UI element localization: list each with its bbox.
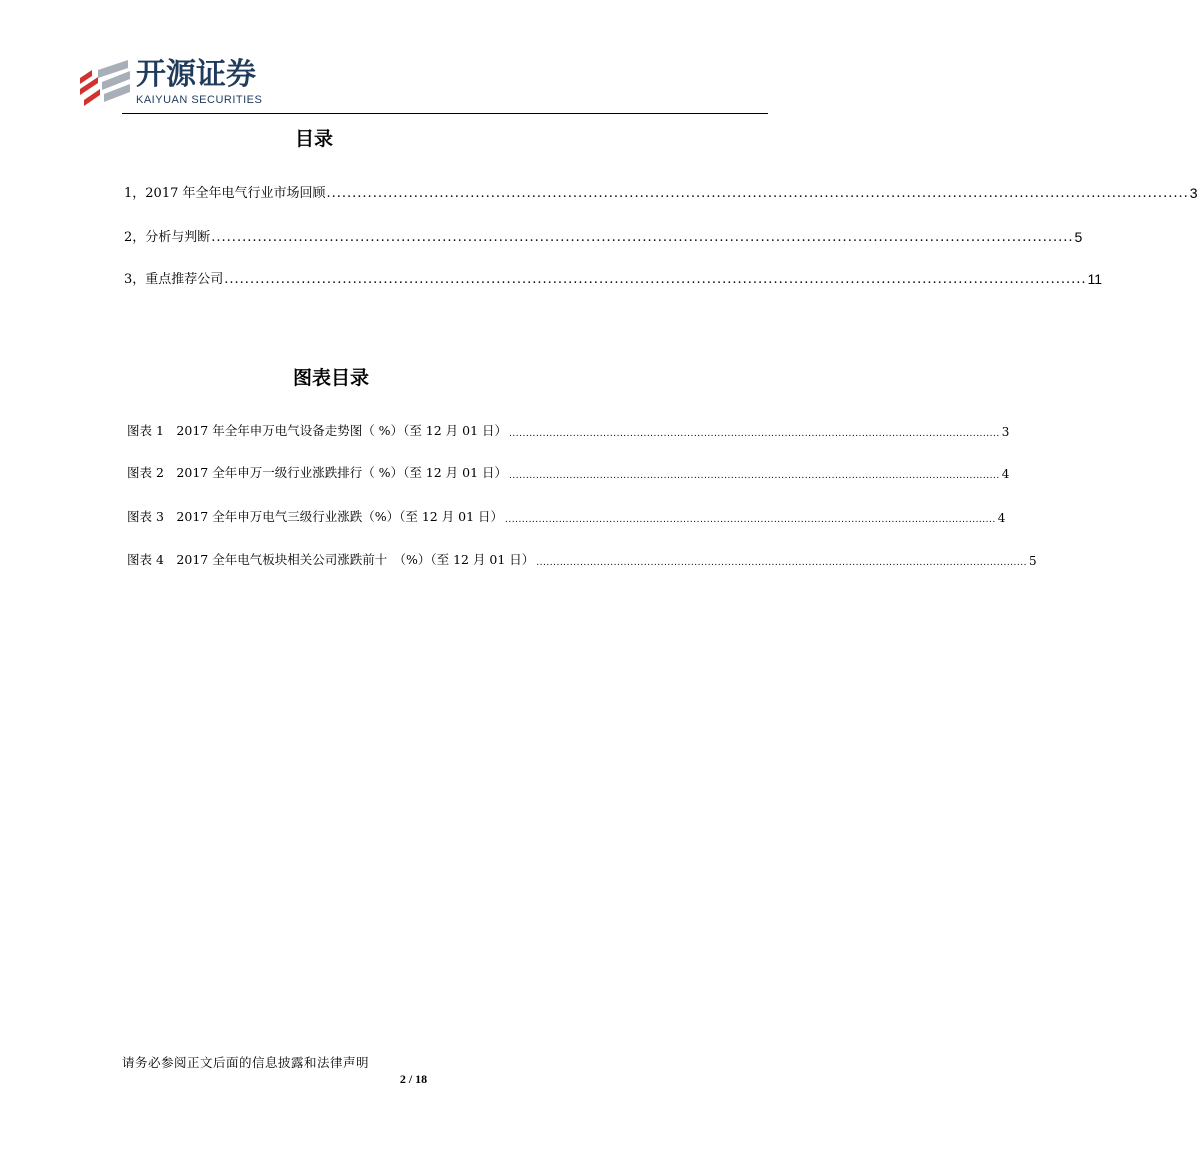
toc-entry[interactable] <box>124 223 1083 245</box>
page-indicator: 2 / 18 <box>399 1072 428 1086</box>
dot-leader: .................................................................................................................................................. <box>509 429 1000 439</box>
header-divider <box>122 113 768 114</box>
footer-disclaimer: 请务必参阅正文后面的信息披露和法律声明 <box>122 1055 370 1070</box>
toc-entry-label: 2，分析与判断 <box>124 230 211 245</box>
toc-entry-label: 1，2017 年全年电气行业市场回顾 <box>124 186 326 201</box>
figure-entry-page: 3 <box>1001 425 1010 439</box>
figure-entry-label: 图表 3 2017 全年申万电气三级行业涨跌（%）（至 12 月 01 日） <box>127 509 504 524</box>
figure-entry-label: 图表 1 2017 年全年申万电气设备走势图（ %）（至 12 月 01 日） <box>127 423 508 438</box>
toc-entry[interactable] <box>124 179 1198 201</box>
toc-title: 目录 <box>295 128 334 150</box>
toc-entry-label: 3，重点推荐公司 <box>124 272 224 287</box>
dot-leader: ........................................................................................................................................................................ <box>211 230 1074 245</box>
figure-entry-page: 5 <box>1028 554 1037 568</box>
toc-entry-page: 3 <box>1189 185 1198 201</box>
dot-leader: ........................................................................................................................................................................ <box>224 272 1087 287</box>
toc-entry-page: 11 <box>1087 271 1103 287</box>
figure-entry[interactable] <box>127 548 1037 568</box>
figure-entry-page: 4 <box>997 511 1006 525</box>
dot-leader: ........................................................................................................................................................................ <box>326 186 1189 201</box>
figures-title: 图表目录 <box>293 367 370 389</box>
figure-entry-label: 图表 2 2017 全年申万一级行业涨跌排行（ %）（至 12 月 01 日） <box>127 465 508 480</box>
company-name-cn: 开源证券 <box>136 57 256 92</box>
figure-entry[interactable] <box>127 461 1010 481</box>
figure-entry-label: 图表 4 2017 全年电气板块相关公司涨跌前十 （%）（至 12 月 01 日） <box>127 552 535 567</box>
kaiyuan-logo-icon <box>78 60 132 110</box>
figure-entry-page: 4 <box>1001 467 1010 481</box>
toc-entry-page: 5 <box>1074 229 1083 245</box>
company-logo <box>78 58 278 112</box>
company-name-en: KAIYUAN SECURITIES <box>136 94 263 106</box>
dot-leader: .................................................................................................................................................. <box>536 558 1027 568</box>
dot-leader: .................................................................................................................................................. <box>509 471 1000 481</box>
dot-leader: .................................................................................................................................................. <box>505 515 996 525</box>
figure-entry[interactable] <box>127 505 1006 525</box>
figure-entry[interactable] <box>127 419 1010 439</box>
toc-entry[interactable] <box>124 265 1103 287</box>
